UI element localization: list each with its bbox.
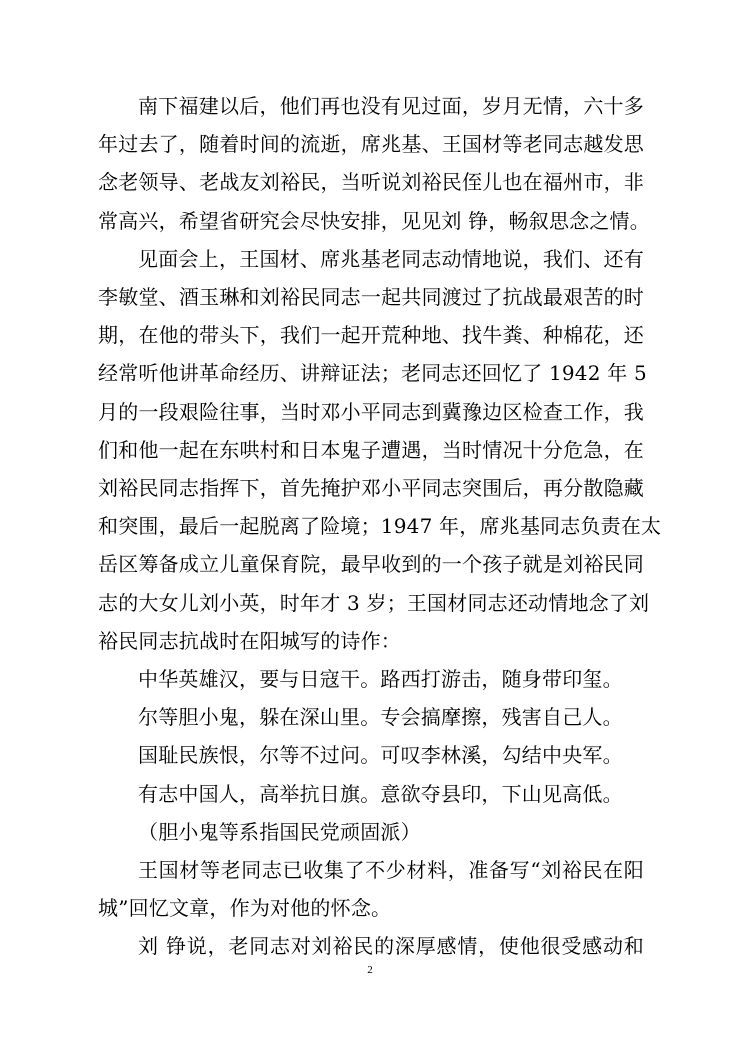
poem-note: （胆小鬼等系指国民党顽固派） <box>138 820 421 844</box>
text-line: 们和他一起在东哄村和日本鬼子遭遇，当时情况十分危急，在 <box>98 438 644 462</box>
text-line: 经常听他讲革命经历、讲辩证法；老同志还回忆了 1942 年 5 <box>98 361 647 385</box>
poem-line: 中华英雄汉，要与日寇干。路西打游击，随身带印玺。 <box>138 667 623 691</box>
page-number: 2 <box>367 964 373 976</box>
text-line: 月的一段艰险往事，当时邓小平同志到冀豫边区检查工作，我 <box>98 400 644 424</box>
text-line: 刘裕民同志指挥下，首先掩护邓小平同志突围后，再分散隐藏 <box>98 476 644 500</box>
text-line: 念老领导、老战友刘裕民，当听说刘裕民侄儿也在福州市，非 <box>98 170 644 194</box>
text-line: 志的大女儿刘小英，时年才 3 岁；王国材同志还动情地念了刘 <box>98 591 650 615</box>
text-line: 裕民同志抗战时在阳城写的诗作： <box>98 629 401 653</box>
poem-line: 尔等胆小鬼，躲在深山里。专会搞摩擦，残害自己人。 <box>138 705 623 729</box>
poem-line: 国耻民族恨，尔等不过问。可叹李林溪，勾结中央军。 <box>138 743 623 767</box>
text-line: 南下福建以后，他们再也没有见过面，岁月无情，六十多 <box>138 94 644 118</box>
text-line: 城”回忆文章，作为对他的怀念。 <box>98 896 392 920</box>
text-line: 常高兴，希望省研究会尽快安排，见见刘 铮，畅叙思念之情。 <box>98 209 650 233</box>
poem-line: 有志中国人，高举抗日旗。意欲夺县印，下山见高低。 <box>138 782 623 806</box>
text-line: 和突围，最后一起脱离了险境；1947 年，席兆基同志负责在太 <box>98 514 662 538</box>
text-line: 李敏堂、酒玉琳和刘裕民同志一起共同渡过了抗战最艰苦的时 <box>98 285 644 309</box>
text-line: 王国材等老同志已收集了不少材料，准备写“刘裕民在阳 <box>138 858 644 882</box>
text-line: 见面会上，王国材、席兆基老同志动情地说，我们、还有 <box>138 247 644 271</box>
text-line: 刘 铮说，老同志对刘裕民的深厚感情，使他很受感动和 <box>138 934 644 958</box>
text-line: 岳区筹备成立儿童保育院，最早收到的一个孩子就是刘裕民同 <box>98 552 644 576</box>
text-line: 期，在他的带头下，我们一起开荒种地、找牛粪、种棉花，还 <box>98 323 644 347</box>
text-line: 年过去了，随着时间的流逝，席兆基、王国材等老同志越发思 <box>98 132 644 156</box>
